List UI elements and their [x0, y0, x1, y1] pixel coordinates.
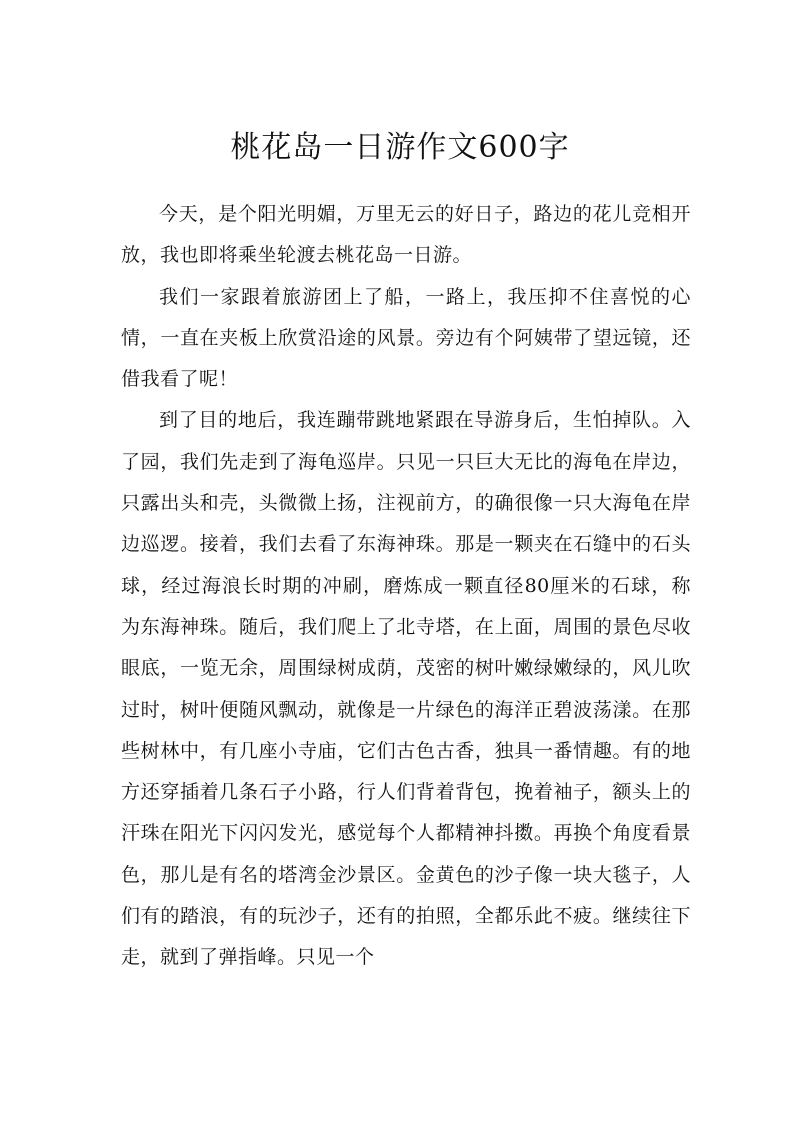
document-title: 桃花岛一日游作文600字 [230, 130, 570, 165]
paragraph-3: 到了目的地后，我连蹦带跳地紧跟在导游身后，生怕掉队。入了园，我们先走到了海龟巡岸。只见一只巨大无比的海龟在岸边，只露出头和壳，头微微上扬，注视前方，的确很像一只大海龟在岸边巡逻。接着，我们去看了东海神珠。那是一颗夹在石缝中的石头球，经过海浪长时期的冲刷，磨炼成一颗直径80厘米的石球，称为东海神珠。随后，我们爬上了北寺塔，在上面，周围的景色尽收眼底，一览无余，周围绿树成荫，茂密的树叶嫩绿嫩绿的，风儿吹过时，树叶便随风飘动，就像是一片绿色的海洋正碧波荡漾。在那些树林中，有几座小寺庙，它们古色古香，独具一番情趣。有的地方还穿插着几条石子小路，行人们背着背包，挽着袖子，额头上的汗珠在阳光下闪闪发光，感觉每个人都精神抖擞。再换个角度看景色，那儿是有名的塔湾金沙景区。金黄色的沙子像一块大毯子，人们有的踏浪，有的玩沙子，还有的拍照，全都乐此不疲。继续往下走，就到了弹指峰。只见一个 [121, 409, 691, 969]
paragraph-2: 我们一家跟着旅游团上了船，一路上，我压抑不住喜悦的心情，一直在夹板上欣赏沿途的风景。旁边有个阿姨带了望远镜，还借我看了呢！ [121, 285, 691, 391]
document-body [121, 194, 691, 979]
paragraph-1: 今天，是个阳光明媚，万里无云的好日子，路边的花儿竞相开放，我也即将乘坐轮渡去桃花岛一日游。 [121, 203, 691, 267]
